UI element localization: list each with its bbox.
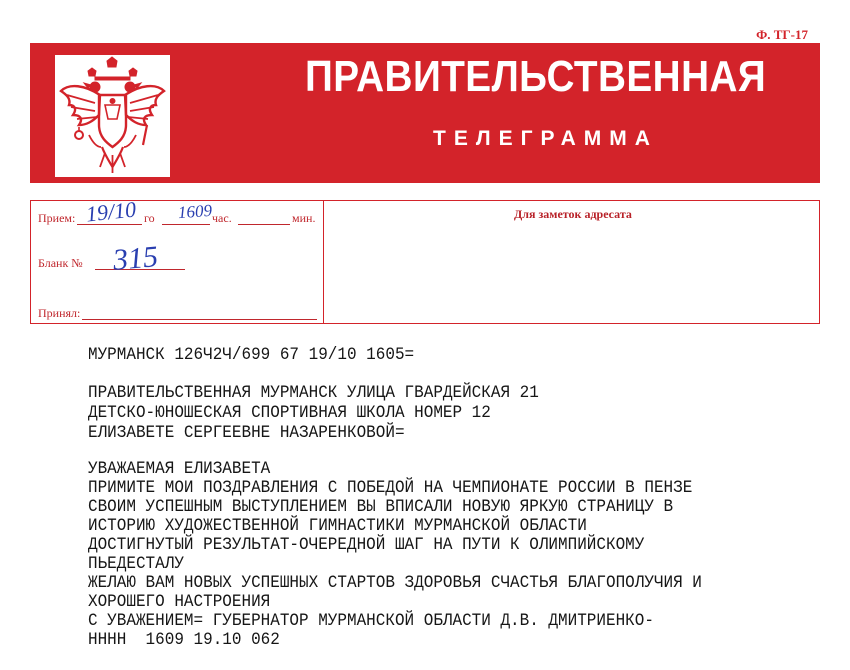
received-hour-handwriting: 1609 [177,200,213,223]
message-line: СВОИМ УСПЕШНЫМ ВЫСТУПЛЕНИЕМ ВЫ ВПИСАЛИ НОВУЮ ЯРКУЮ СТРАНИЦУ В [88,498,674,517]
service-footer-line: НННН 1609 19.10 062 [88,631,280,650]
message-line: ЖЕЛАЮ ВАМ НОВЫХ УСПЕШНЫХ СТАРТОВ ЗДОРОВЬЯ СЧАСТЬЯ БЛАГОПОЛУЧИЯ И [88,574,702,593]
accepted-line [82,319,317,320]
accepted-label: Принял: [38,306,81,320]
hour-line [162,224,210,225]
message-line: ДОСТИГНУТЫЙ РЕЗУЛЬТАТ-ОЧЕРЕДНОЙ ШАГ НА ПУТИ К ОЛИМПИЙСКОМУ [88,536,645,555]
go-label: го [144,211,155,225]
message-line: УВАЖАЕМАЯ ЕЛИЗАВЕТА [88,460,271,479]
banner-subtitle: ТЕЛЕГРАММА [433,127,658,150]
message-line: ПРИМИТЕ МОИ ПОЗДРАВЛЕНИЯ С ПОБЕДОЙ НА ЧЕМПИОНАТЕ РОССИИ В ПЕНЗЕ [88,479,693,498]
double-headed-eagle-icon [55,55,170,177]
address-line: ДЕТСКО-ЮНОШЕСКАЯ СПОРТИВНАЯ ШКОЛА НОМЕР 12 [88,404,491,423]
blank-label: Бланк № [38,256,83,270]
notes-label: Для заметок адресата [514,207,632,221]
form-code: Ф. ТГ-17 [756,27,808,42]
signature-line: С УВАЖЕНИЕМ= ГУБЕРНАТОР МУРМАНСКОЙ ОБЛАСТИ Д.В. ДМИТРИЕНКО- [88,612,654,631]
banner-title: ПРАВИТЕЛЬСТВЕННАЯ [305,52,767,101]
hours-label: час. [212,211,232,225]
received-day-handwriting: 19/10 [84,196,138,227]
message-line: ХОРОШЕГО НАСТРОЕНИЯ [88,593,271,612]
minutes-label: мин. [292,211,316,225]
minutes-line [238,224,290,225]
message-line: ИСТОРИЮ ХУДОЖЕСТВЕННОЙ ГИМНАСТИКИ МУРМАНСКОЙ ОБЛАСТИ [88,517,587,536]
blank-number-handwriting: 315 [111,240,160,277]
address-line: ПРАВИТЕЛЬСТВЕННАЯ МУРМАНСК УЛИЦА ГВАРДЕЙСКАЯ 21 [88,384,539,403]
address-line: ЕЛИЗАВЕТЕ СЕРГЕЕВНЕ НАЗАРЕНКОВОЙ= [88,424,405,443]
telegram-header-line: МУРМАНСК 126Ч2Ч/699 67 19/10 1605= [88,346,415,365]
service-box-divider [323,200,324,324]
received-label: Прием: [38,211,76,225]
message-line: ПЬЕДЕСТАЛУ [88,555,184,574]
